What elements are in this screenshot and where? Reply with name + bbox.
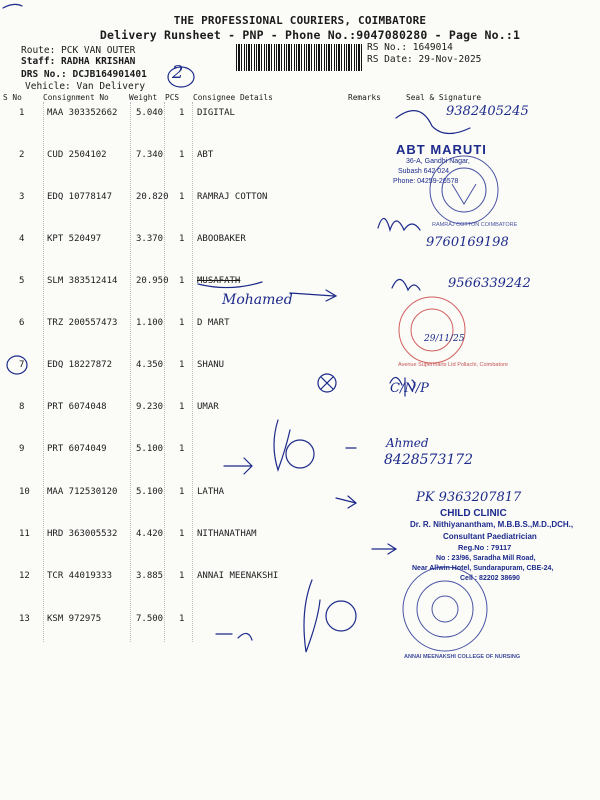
row-consignee: DIGITAL (197, 108, 235, 118)
row-consignment: KPT 520497 (47, 234, 102, 244)
row-weight: 3.885 (136, 571, 164, 581)
col-pcs: PCS (165, 93, 180, 102)
row11-arrow (372, 544, 396, 554)
row-sno: 10 (19, 487, 30, 497)
row13-signature-curve (304, 580, 320, 652)
row9-signature-curve (274, 420, 290, 470)
row-sno: 7 (19, 360, 25, 370)
row-pcs: 1 (179, 150, 185, 160)
row-consignment: PRT 6074049 (47, 444, 107, 454)
row-pcs: 1 (179, 192, 185, 202)
row-pcs: 1 (179, 360, 185, 370)
row-pcs: 1 (179, 571, 185, 581)
row7-circle (7, 356, 27, 374)
row-sno: 12 (19, 571, 30, 581)
clinic-stamp-addr1: No : 23/96, Saradha Mill Road, (436, 555, 536, 562)
page-mark-circle (168, 67, 194, 87)
ramraj-stamp-text: RAMRAJ COTTON COIMBATORE (432, 222, 518, 228)
company-title: THE PROFESSIONAL COURIERS, COIMBATORE (173, 14, 427, 27)
row5-initial (392, 279, 420, 290)
row5-arrow (290, 290, 336, 301)
rs-number: RS No.: 1649014 (367, 42, 453, 53)
col-consignee: Consignee Details (193, 93, 273, 102)
row-weight: 1.100 (136, 318, 164, 328)
rs-date: RS Date: 29-Nov-2025 (367, 54, 482, 65)
row-weight: 3.370 (136, 234, 164, 244)
row-consignee: LATHA (197, 487, 225, 497)
col-weight: Weight (129, 93, 158, 102)
vehicle-label: Vehicle: Van Delivery (25, 81, 146, 92)
row10-handwritten-signature: PK 9363207817 (416, 490, 522, 505)
row-sno: 1 (19, 108, 25, 118)
row-consignment: CUD 2504102 (47, 150, 107, 160)
scribble-mark (3, 4, 22, 8)
row5-underline (198, 282, 262, 288)
abt-stamp-line2: Subash 642 024 (398, 168, 449, 175)
clinic-stamp-title: CHILD CLINIC (440, 508, 507, 519)
row-consignee: SHANU (197, 360, 225, 370)
row4-handwritten-phone: 9760169198 (426, 235, 509, 250)
row6-handwritten-date: 29/11/25 (424, 334, 465, 344)
row10-arrow (336, 496, 356, 508)
abt-stamp-line1: 36-A, Gandhi Nagar, (406, 158, 470, 165)
row-weight: 9.230 (136, 402, 164, 412)
runsheet-subtitle: Delivery Runsheet - PNP - Phone No.:9047080280 - Page No.:1 (99, 28, 521, 42)
route-label: Route: PCK VAN OUTER (21, 45, 136, 56)
row7-handwritten-signature: C/N/P (390, 381, 429, 396)
clinic-stamp-role: Consultant Paediatrician (443, 532, 537, 541)
row-consignment: HRD 363005532 (47, 529, 118, 539)
row-consignment: SLM 383512414 (47, 276, 118, 286)
row-pcs: 1 (179, 487, 185, 497)
row-consignment: TCR 44019333 (47, 571, 113, 581)
row-pcs: 1 (179, 318, 185, 328)
col-seal: Seal & Signature (406, 93, 482, 102)
row9-circle (286, 440, 314, 468)
row-pcs: 1 (179, 614, 185, 624)
row-pcs: 1 (179, 529, 185, 539)
clinic-stamp-addr2: Near Allwin Hotel, Sundarapuram, CBE-24, (412, 565, 554, 572)
annai-stamp-text: ANNAI MEENAKSHI COLLEGE OF NURSING (404, 654, 521, 660)
row-weight: 4.350 (136, 360, 164, 370)
row-consignment: MAA 303352662 (47, 108, 118, 118)
row-consignment: KSM 972975 (47, 614, 102, 624)
col-remarks: Remarks (348, 93, 381, 102)
dmart-stamp (399, 297, 465, 363)
clinic-stamp-reg: Reg.No : 79117 (458, 543, 512, 552)
row-consignment: PRT 6074048 (47, 402, 107, 412)
row-consignment: TRZ 200557473 (47, 318, 118, 328)
row1-handwritten-phone: 9382405245 (446, 104, 529, 119)
staff-label: Staff: RADHA KRISHAN (21, 56, 136, 67)
row-sno: 11 (19, 529, 30, 539)
row-sno: 6 (19, 318, 25, 328)
row5-handwritten-phone: 9566339242 (448, 276, 531, 291)
row-sno: 9 (19, 444, 25, 454)
row-sno: 3 (19, 192, 25, 202)
row-sno: 2 (19, 150, 25, 160)
dmart-stamp-text: Avenue Supermarts Ltd Pollachi, Coimbatore (398, 362, 508, 368)
row-sno: 8 (19, 402, 25, 412)
row-consignee: D MART (197, 318, 230, 328)
row-pcs: 1 (179, 276, 185, 286)
col-consignment: Consignment No (43, 93, 109, 102)
clinic-stamp-doctor: Dr. R. Nithiyanantham, M.B.B.S.,M.D.,DCH., (410, 520, 574, 529)
row4-signature (378, 218, 420, 230)
row-pcs: 1 (179, 108, 185, 118)
row9-handwritten-phone: 8428573172 (384, 452, 474, 468)
row-consignee: ANNAI MEENAKSHI (197, 571, 279, 581)
row-sno: 4 (19, 234, 25, 244)
row13-dash (216, 633, 252, 640)
row-consignee: ABT (197, 150, 214, 160)
row-pcs: 1 (179, 402, 185, 412)
row-weight: 20.820 (136, 192, 169, 202)
row-consignee: RAMRAJ COTTON (197, 192, 268, 202)
row-weight: 5.100 (136, 444, 164, 454)
row-consignment: EDQ 10778147 (47, 192, 113, 202)
row-consignment: MAA 712530120 (47, 487, 118, 497)
drs-number: DRS No.: DCJB164901401 (21, 69, 147, 80)
row-consignee: ABOOBAKER (197, 234, 246, 244)
abt-stamp-title: ABT MARUTI (396, 142, 487, 157)
row-weight: 20.950 (136, 276, 169, 286)
ramraj-stamp (430, 156, 498, 224)
row-pcs: 1 (179, 234, 185, 244)
row-weight: 5.040 (136, 108, 164, 118)
row-weight: 7.500 (136, 614, 164, 624)
row-consignee: UMAR (197, 402, 219, 412)
row5-handwritten-name: Mohamed (222, 292, 293, 308)
row9-handwritten-name: Ahmed (386, 436, 429, 450)
abt-stamp-line3: Phone: 04259-26578 (393, 178, 459, 185)
row8-cross (321, 377, 333, 389)
col-sno: S No (3, 93, 22, 102)
row-sno: 13 (19, 614, 30, 624)
row-consignee: NITHANATHAM (197, 529, 257, 539)
row-weight: 5.100 (136, 487, 164, 497)
row13-circle (326, 601, 356, 631)
row-consignee: MUSAFATH (197, 276, 241, 286)
page-mark-handwritten: 2 (172, 62, 184, 83)
row-weight: 4.420 (136, 529, 164, 539)
row-pcs: 1 (179, 444, 185, 454)
row-consignment: EDQ 18227872 (47, 360, 113, 370)
clinic-stamp-cell: Cell : 82202 38690 (460, 575, 520, 582)
row-weight: 7.340 (136, 150, 164, 160)
row-sno: 5 (19, 276, 25, 286)
row9-dash (224, 458, 252, 474)
